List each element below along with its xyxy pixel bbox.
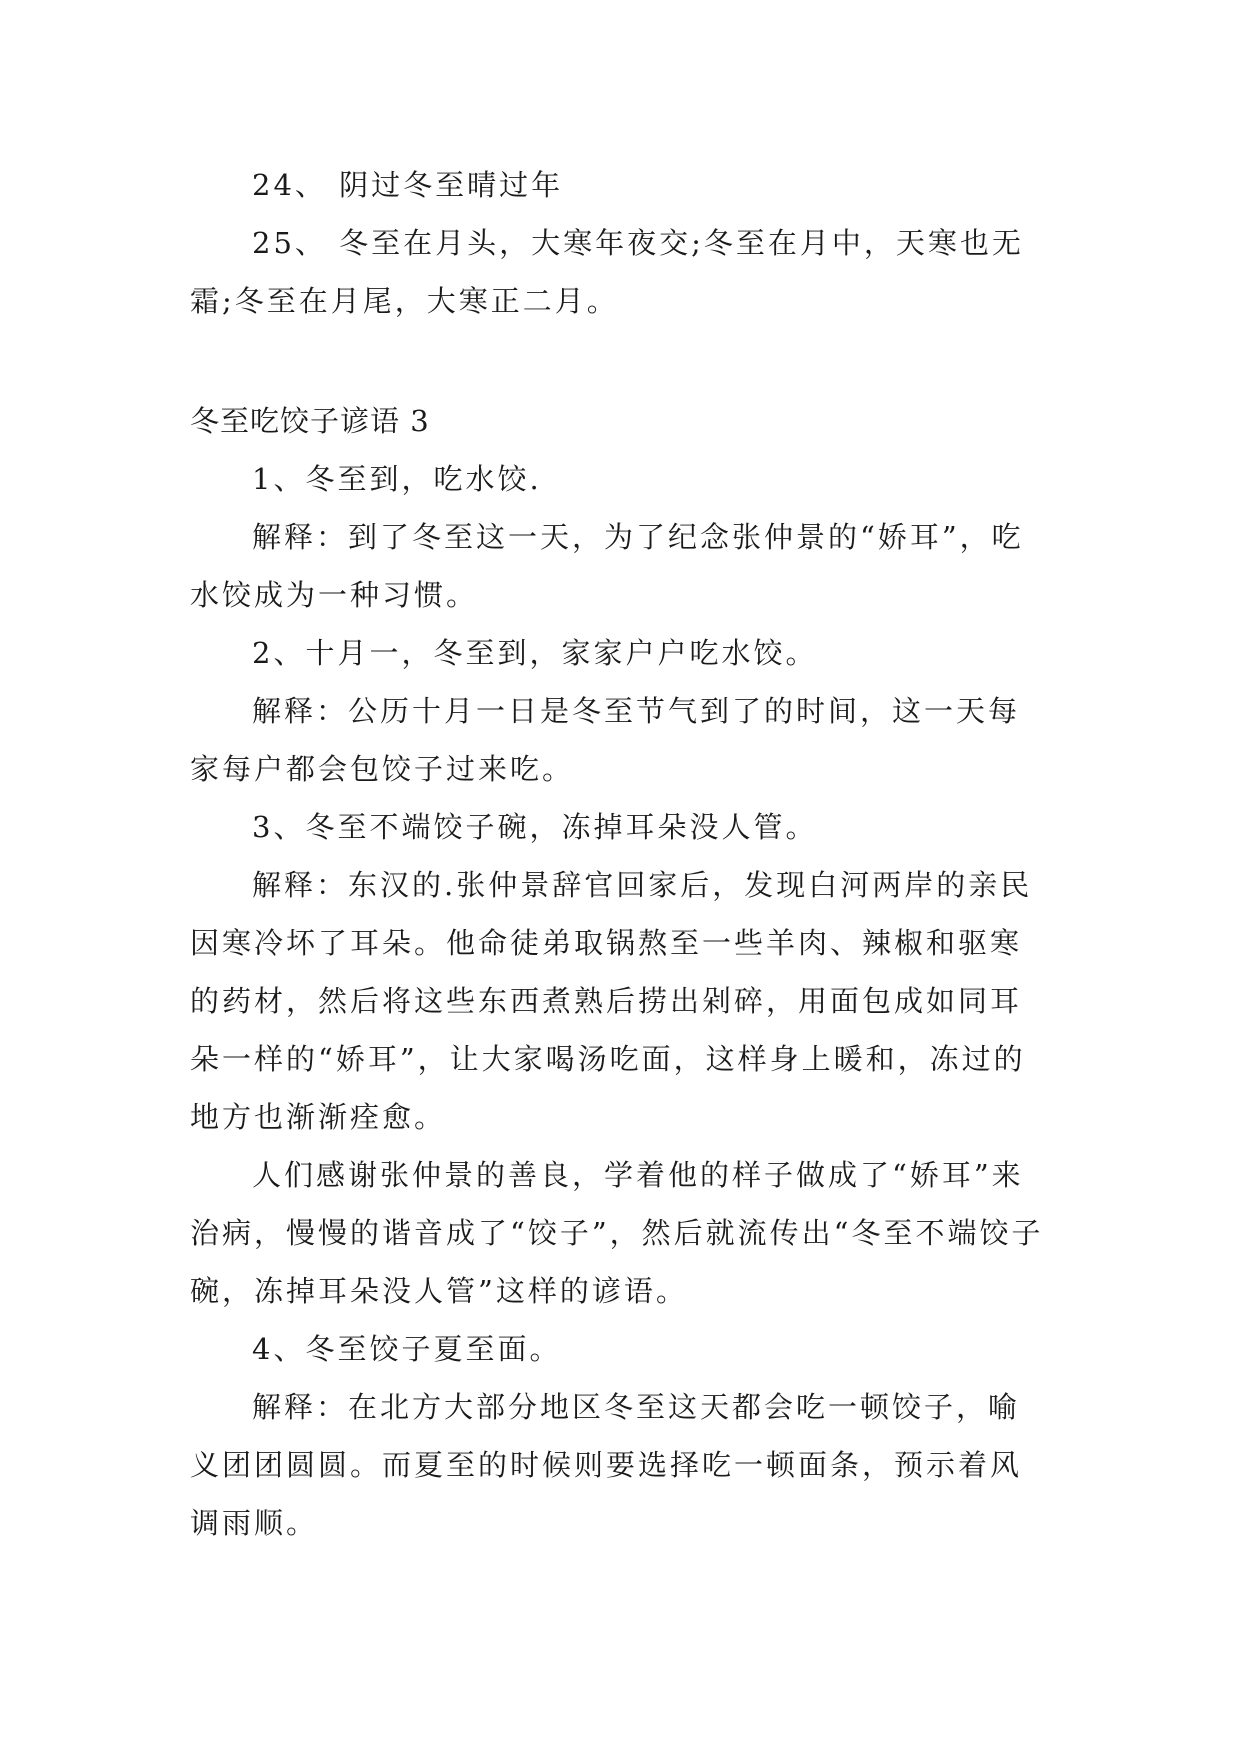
proverb-item-4: 4、冬至饺子夏至面。 xyxy=(252,1332,562,1366)
proverb-item-4-explanation: 解释：在北方大部分地区冬至这天都会吃一顿饺子，喻义团团圆圆。而夏至的时候则要选择吃一顿面条，预示着风调雨顺。 xyxy=(190,1390,1023,1540)
proverb-item-24: 24、 阴过冬至晴过年 xyxy=(252,168,564,202)
previous-section-items xyxy=(190,156,1050,330)
section-3 xyxy=(190,392,1050,1552)
proverb-item-2-explanation: 解释：公历十月一日是冬至节气到了的时间，这一天每家每户都会包饺子过来吃。 xyxy=(190,694,1021,786)
section-heading: 冬至吃饺子谚语 3 xyxy=(190,404,430,438)
proverb-item-3: 3、冬至不端饺子碗，冻掉耳朵没人管。 xyxy=(252,810,818,844)
proverb-item-3-story: 人们感谢张仲景的善良，学着他的样子做成了“娇耳”来治病，慢慢的谐音成了“饺子”，然后就流传出“冬至不端饺子碗，冻掉耳朵没人管”这样的谚语。 xyxy=(190,1158,1044,1308)
proverb-item-2: 2、十月一，冬至到，家家户户吃水饺。 xyxy=(252,636,818,670)
proverb-item-3-explanation: 解释：东汉的.张仲景辞官回家后，发现白河两岸的亲民因寒冷坏了耳朵。他命徒弟取锅熬至一些羊肉、辣椒和驱寒的药材，然后将这些东西煮熟后捞出剁碎，用面包成如同耳朵一样的“娇耳”，让大家喝汤吃面，这样身上暖和，冻过的地方也渐渐痊愈。 xyxy=(190,868,1033,1134)
proverb-item-25: 25、 冬至在月头，大寒年夜交;冬至在月中，天寒也无霜;冬至在月尾，大寒正二月。 xyxy=(190,226,1024,318)
proverb-item-1-explanation: 解释：到了冬至这一天，为了纪念张仲景的“娇耳”，吃水饺成为一种习惯。 xyxy=(190,520,1024,612)
proverb-item-1: 1、冬至到，吃水饺. xyxy=(252,462,542,496)
